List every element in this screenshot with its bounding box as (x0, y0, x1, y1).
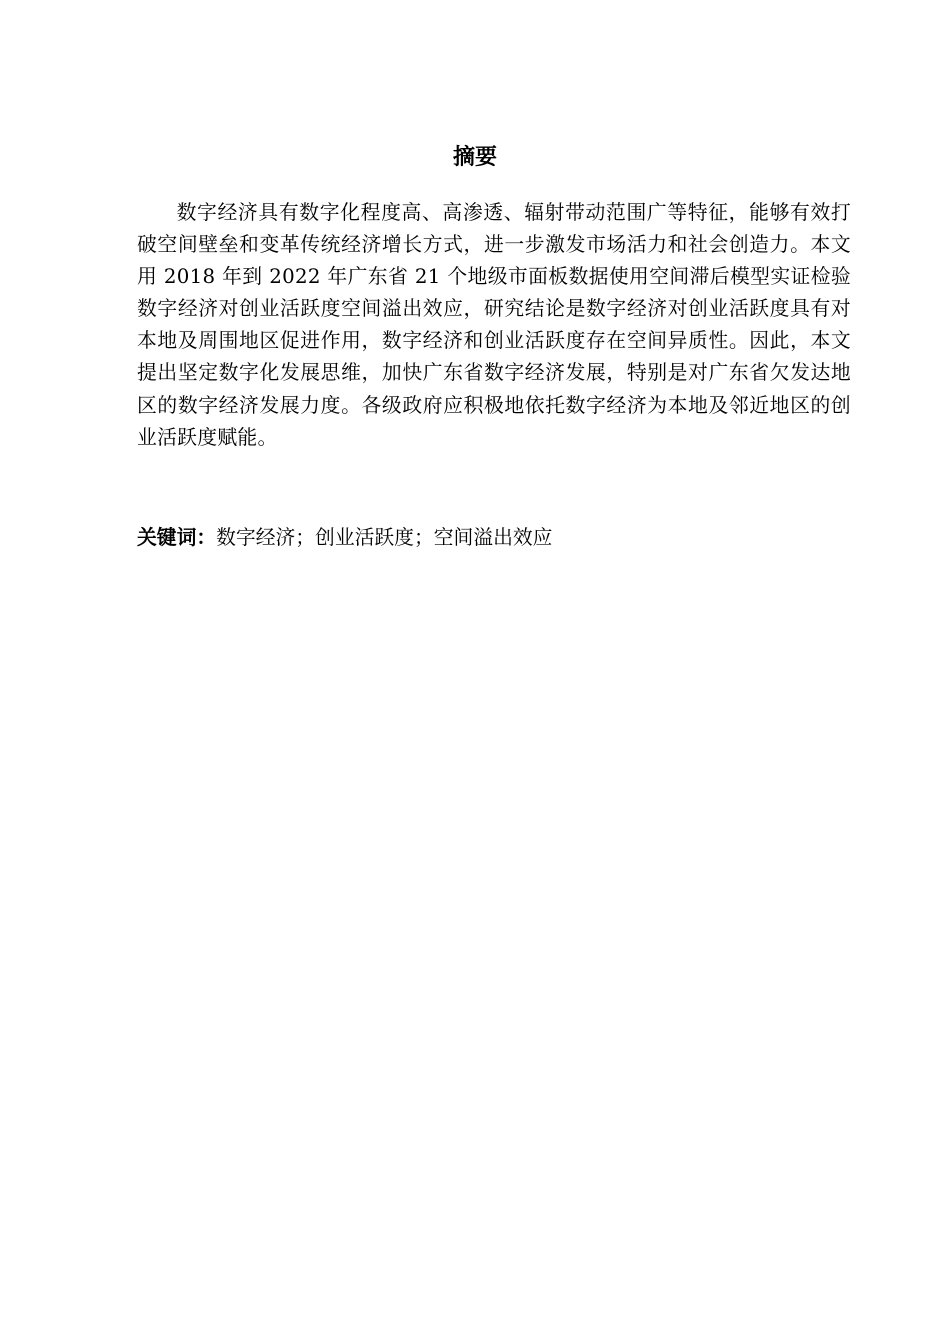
abstract-title: 摘要 (452, 145, 497, 170)
keywords-label: 关键词： (137, 526, 217, 549)
keywords-values: 数字经济；创业活跃度；空间溢出效应 (216, 526, 553, 549)
keywords-line (137, 522, 851, 554)
abstract-body: 数字经济具有数字化程度高、高渗透、辐射带动范围广等特征，能够有效打破空间壁垒和变革传统经济增长方式，进一步激发市场活力和社会创造力。本文用 2018 年到 2022 年广东省 21 个地级市面板数据使用空间滞后模型实证检验数字经济对创业活跃度空间溢出效应，研究结论是数字经济对创业活跃度具有对本地及周围地区促进作用，数字经济和创业活跃度存在空间异质性。因此，本文提出坚定数字化发展思维，加快广东省数字经济发展，特别是对广东省欠发达地区的数字经济发展力度。各级政府应积极地依托数字经济为本地及邻近地区的创业活跃度赋能。 (137, 201, 851, 449)
